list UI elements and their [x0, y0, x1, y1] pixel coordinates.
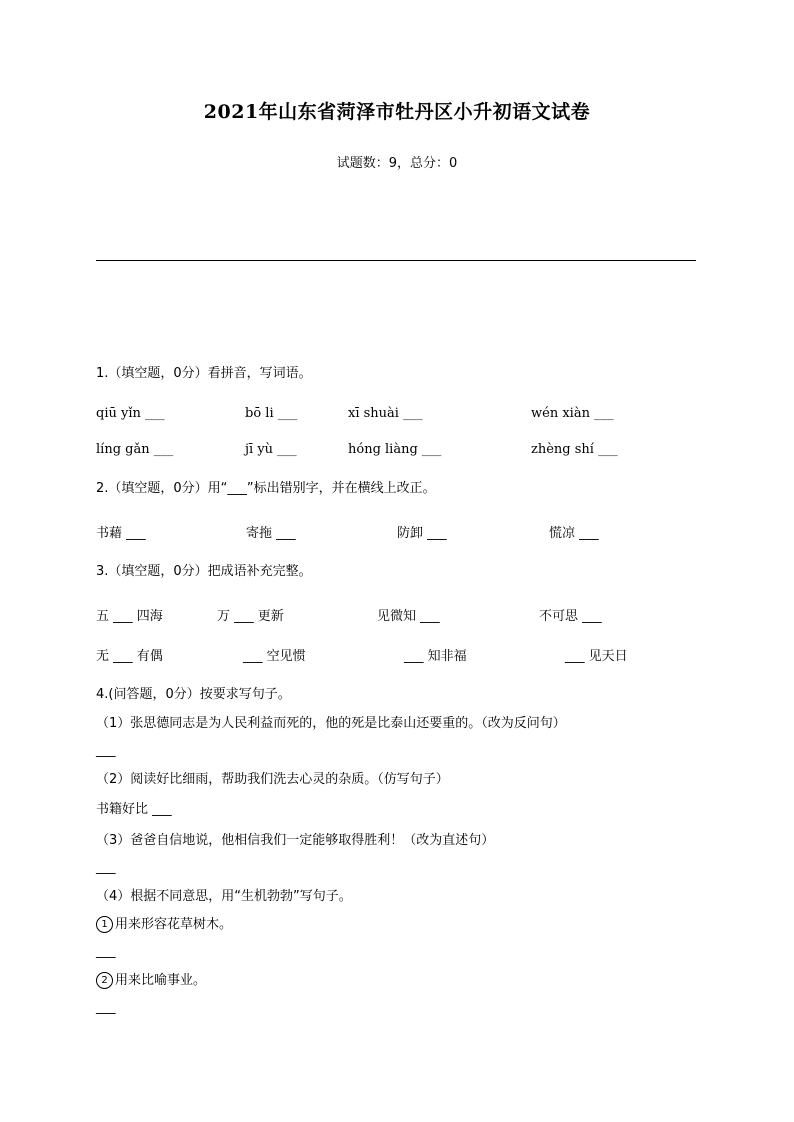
question-4-prompt: 4.(问答题，0分）按要求写句子。: [96, 687, 291, 702]
q2-word-item: 防卸 ___: [397, 526, 447, 541]
question-count-summary: 试题数：9，总分：0: [336, 156, 458, 171]
q4-option-2: [96, 969, 206, 989]
q4-option-2-text: 用来比喻事业。: [115, 973, 207, 988]
q3-idiom-item: 无 ___ 有偶: [96, 649, 163, 664]
q1-pinyin-item: jī yù ___: [245, 442, 297, 457]
question-3-prompt: 3.（填空题，0分）把成语补充完整。: [96, 564, 312, 579]
page-title: 2021年山东省菏泽市牡丹区小升初语文试卷: [203, 101, 591, 123]
q3-idiom-item: ___ 知非福: [404, 649, 467, 664]
question-1-prompt: 1.（填空题，0分）看拼音，写词语。: [96, 366, 312, 381]
q2-word-item: 寄拖 ___: [246, 526, 296, 541]
q4-answer-2: 书籍好比 ___: [96, 802, 172, 817]
q4-answer-blank-3: ___: [96, 860, 116, 875]
q3-idiom-item: 不可思 ___: [539, 609, 602, 624]
q2-word-item: 书藉 ___: [96, 526, 146, 541]
q2-word-item: 慌凉 ___: [549, 526, 599, 541]
q1-pinyin-item: wén xiàn ___: [531, 406, 614, 421]
q1-pinyin-item: xī shuài ___: [348, 406, 423, 421]
circled-number-1: 1: [96, 916, 113, 933]
q3-idiom-item: 见微知 ___: [377, 609, 440, 624]
q4-subquestion-3: （3）爸爸自信地说，他相信我们一定能够取得胜利！（改为直述句）: [96, 833, 495, 848]
q1-pinyin-item: zhèng shí ___: [531, 442, 618, 457]
q3-idiom-item: 五 ___ 四海: [96, 609, 163, 624]
q4-answer-blank-4b: ___: [96, 1000, 116, 1015]
q4-subquestion-4: （4）根据不同意思，用“生机勃勃”写句子。: [96, 889, 352, 904]
q1-pinyin-item: líng gǎn ___: [96, 442, 174, 457]
q1-pinyin-item: bō li ___: [245, 406, 298, 421]
q1-pinyin-item: qiū yǐn ___: [96, 406, 165, 421]
q3-idiom-item: ___ 见天日: [565, 649, 628, 664]
q3-idiom-item: ___ 空见惯: [243, 649, 306, 664]
q1-pinyin-item: hóng liàng ___: [348, 442, 442, 457]
q4-option-1-text: 用来形容花草树木。: [115, 917, 233, 932]
q3-idiom-item: 万 ___ 更新: [217, 609, 284, 624]
q4-subquestion-1: （1）张思德同志是为人民利益而死的，他的死是比泰山还要重的。（改为反问句）: [96, 716, 566, 731]
circled-number-2: 2: [96, 972, 113, 989]
question-2-prompt: 2.（填空题，0分）用“___”标出错别字，并在横线上改正。: [96, 481, 436, 496]
q4-option-1: [96, 913, 232, 933]
q4-answer-blank-1: ___: [96, 743, 116, 758]
q4-subquestion-2: （2）阅读好比细雨，帮助我们洗去心灵的杂质。（仿写句子）: [96, 772, 449, 787]
q4-answer-blank-4a: ___: [96, 944, 116, 959]
header-divider: [96, 260, 696, 261]
